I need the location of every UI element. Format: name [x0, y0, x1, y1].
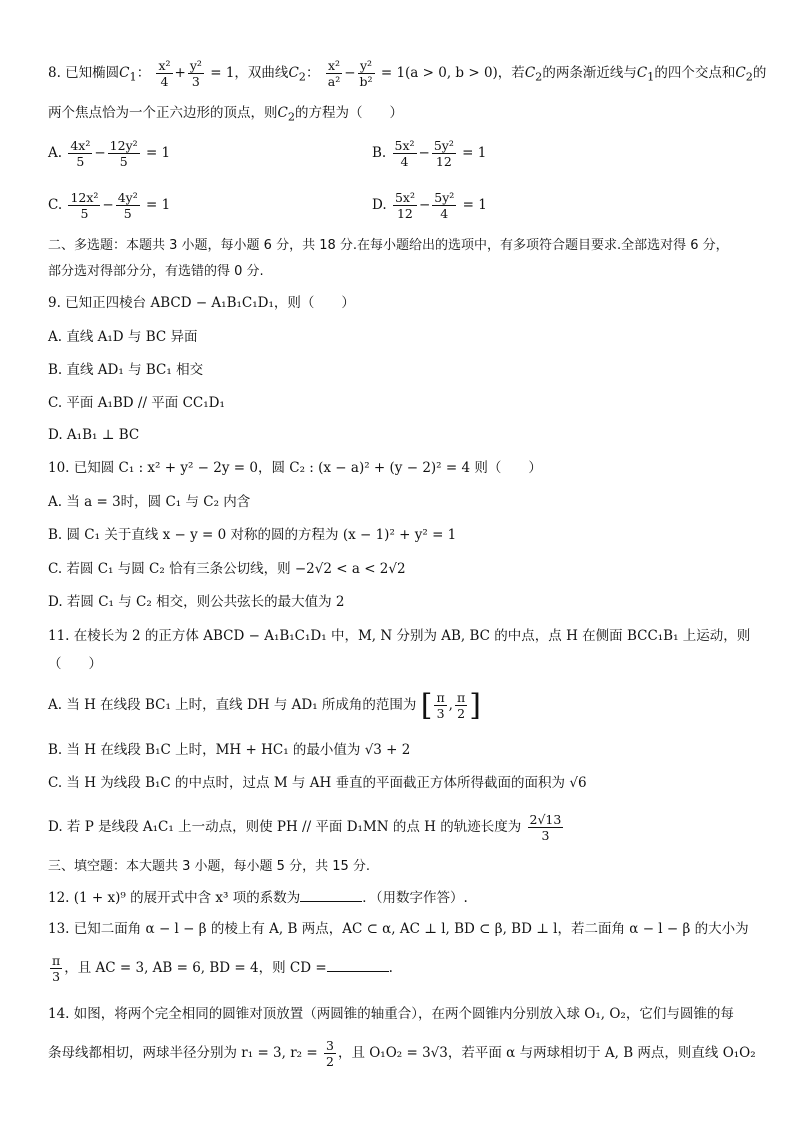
- q10-option-d[interactable]: D. 若圆 C₁ 与 C₂ 相交，则公共弦长的最大值为 2: [48, 594, 345, 610]
- q10-option-b[interactable]: B. 圆 C₁ 关于直线 x − y = 0 对称的圆的方程为 (x − 1)² + y² = 1: [48, 527, 457, 543]
- q11-option-a[interactable]: A. 当 H 在线段 BC₁ 上时，直线 DH 与 AD₁ 所成角的范围为 [ $\frac{\pi}{3}$ , $\frac{\pi}{2}$ ]: [48, 687, 481, 723]
- ellipse-frac-x: $\frac{\text{x²}}{4}$: [158, 58, 171, 89]
- q13-line1: 13. 已知二面角 α − l − β 的棱上有 A, B 两点，AC ⊂ α, AC ⊥ l, BD ⊂ β, BD ⊥ l，若二面角 α − l − β 的大小为: [48, 921, 749, 937]
- hyp-frac-x: $\frac{\text{x²}}{\text{a²}}$: [327, 58, 341, 89]
- q11-option-c[interactable]: C. 当 H 为线段 B₁C 的中点时，过点 M 与 AH 垂直的平面截正方体所得截面的面积为 √6: [48, 775, 587, 791]
- q8-text-d: 的: [752, 65, 767, 81]
- q13-line2: $\frac{\pi}{3}$ ，且 AC = 3, AB = 6, BD = 4，则 CD = .: [52, 953, 393, 984]
- q11-stem: 11. 在棱长为 2 的正方体 ABCD − A₁B₁C₁D₁ 中，M, N 分别为 AB, BC 的中点，点 H 在侧面 BCC₁B₁ 上运动，则: [48, 628, 751, 644]
- ellipse-frac-y: $\frac{\text{y²}}{3}$: [189, 58, 202, 89]
- q12: [48, 887, 468, 908]
- q8-line1: 8. 已知椭圆$C_1$： $\frac{\text{x²}}{4}$ + $\frac{\text{y²}}{3}$ = 1，双曲线$C_2$： $\frac{\text{x²}}{\text{a²}}$ − $\frac{\text{y²}}{\text{b²}}$ = 1(a > 0, b > 0)，若$C_2$的两条渐近线与$C_1$的四个交点和$C_2$的: [48, 58, 767, 89]
- q8-intro: 8. 已知椭圆: [48, 65, 120, 81]
- c1-name: C: [119, 65, 130, 81]
- q10-option-c[interactable]: C. 若圆 C₁ 与圆 C₂ 恰有三条公切线，则 −2√2 < a < 2√2: [48, 561, 406, 577]
- q11-option-d[interactable]: D. 若 P 是线段 A₁C₁ 上一动点，则使 PH // 平面 D₁MN 的点 H 的轨迹长度为 $\frac{2√13}{3}$: [48, 812, 562, 843]
- section2-heading: 二、多选题：本题共 3 小题，每小题 6 分，共 18 分.在每小题给出的选项中，有多项符合题目要求.全部选对得 6 分，: [48, 238, 729, 253]
- q13-answer-blank[interactable]: [327, 957, 389, 972]
- c1-sub: 1: [129, 70, 137, 84]
- q9-option-b[interactable]: B. 直线 AD₁ 与 BC₁ 相交: [48, 362, 204, 378]
- ellipse-rhs: = 1，双曲线: [210, 65, 289, 81]
- q11-stem-bracket: （ ）: [48, 656, 102, 672]
- c2-name: C: [288, 65, 299, 81]
- q8-option-a[interactable]: A. $\frac{\text{4x²}}{5}$ − $\frac{\text{12y²}}{5}$ = 1: [48, 138, 171, 169]
- q8-line2: 两个焦点恰为一个正六边形的顶点，则$C_2$的方程为（ ）: [48, 105, 404, 124]
- q10-option-a[interactable]: A. 当 a = 3时，圆 C₁ 与 C₂ 内含: [48, 494, 251, 510]
- section2-heading-cont: 部分选对得部分分，有选错的得 0 分.: [48, 264, 264, 279]
- hyp-frac-y: $\frac{\text{y²}}{\text{b²}}$: [359, 58, 373, 89]
- q14-line2: 条母线都相切，两球半径分别为 r₁ = 3, r₂ = $\frac{3}{2}$ ，且 O₁O₂ = 3√3，若平面 α 与两球相切于 A, B 两点，则直线 O₁O₂: [48, 1038, 756, 1069]
- hyp-rhs: = 1(a > 0, b > 0)，若: [380, 65, 525, 81]
- hyp-colon: ：: [305, 65, 320, 81]
- q9-option-a[interactable]: A. 直线 A₁D 与 BC 异面: [48, 329, 198, 345]
- q9-stem: 9. 已知正四棱台 ABCD − A₁B₁C₁D₁，则（ ）: [48, 295, 355, 311]
- q8-option-c[interactable]: C. $\frac{\text{12x²}}{5}$ − $\frac{\text{4y²}}{5}$ = 1: [48, 190, 171, 221]
- q9-option-d[interactable]: D. A₁B₁ ⊥ BC: [48, 427, 140, 443]
- c2-sub: 2: [298, 70, 306, 84]
- q12-answer-blank[interactable]: [300, 887, 362, 902]
- q10-stem: 10. 已知圆 C₁ : x² + y² − 2y = 0，圆 C₂ : (x − a)² + (y − 2)² = 4 则（ ）: [48, 460, 542, 476]
- section3-heading: 三、填空题：本大题共 3 小题，每小题 5 分，共 15 分.: [48, 859, 371, 874]
- q12-text: 12. (1 + x)⁹ 的展开式中含 x³ 项的系数为: [48, 890, 301, 906]
- q11-option-b[interactable]: B. 当 H 在线段 B₁C 上时，MH + HC₁ 的最小值为 √3 + 2: [48, 742, 411, 758]
- q8-text-c: 的四个交点和: [654, 65, 736, 81]
- q14-line1: 14. 如图，将两个完全相同的圆锥对顶放置（两圆锥的轴重合），在两个圆锥内分别放入球 O₁, O₂，它们与圆锥的每: [48, 1006, 734, 1022]
- q9-option-c[interactable]: C. 平面 A₁BD // 平面 CC₁D₁: [48, 395, 225, 411]
- ellipse-colon: ：: [136, 65, 151, 81]
- q8-text-b: 的两条渐近线与: [542, 65, 637, 81]
- q12-text-end: ．（用数字作答）.: [362, 890, 468, 906]
- q8-option-d[interactable]: D. $\frac{\text{5x²}}{12}$ − $\frac{\text{5y²}}{4}$ = 1: [372, 190, 487, 221]
- q8-option-b[interactable]: B. $\frac{\text{5x²}}{4}$ − $\frac{\text{5y²}}{12}$ = 1: [372, 138, 487, 169]
